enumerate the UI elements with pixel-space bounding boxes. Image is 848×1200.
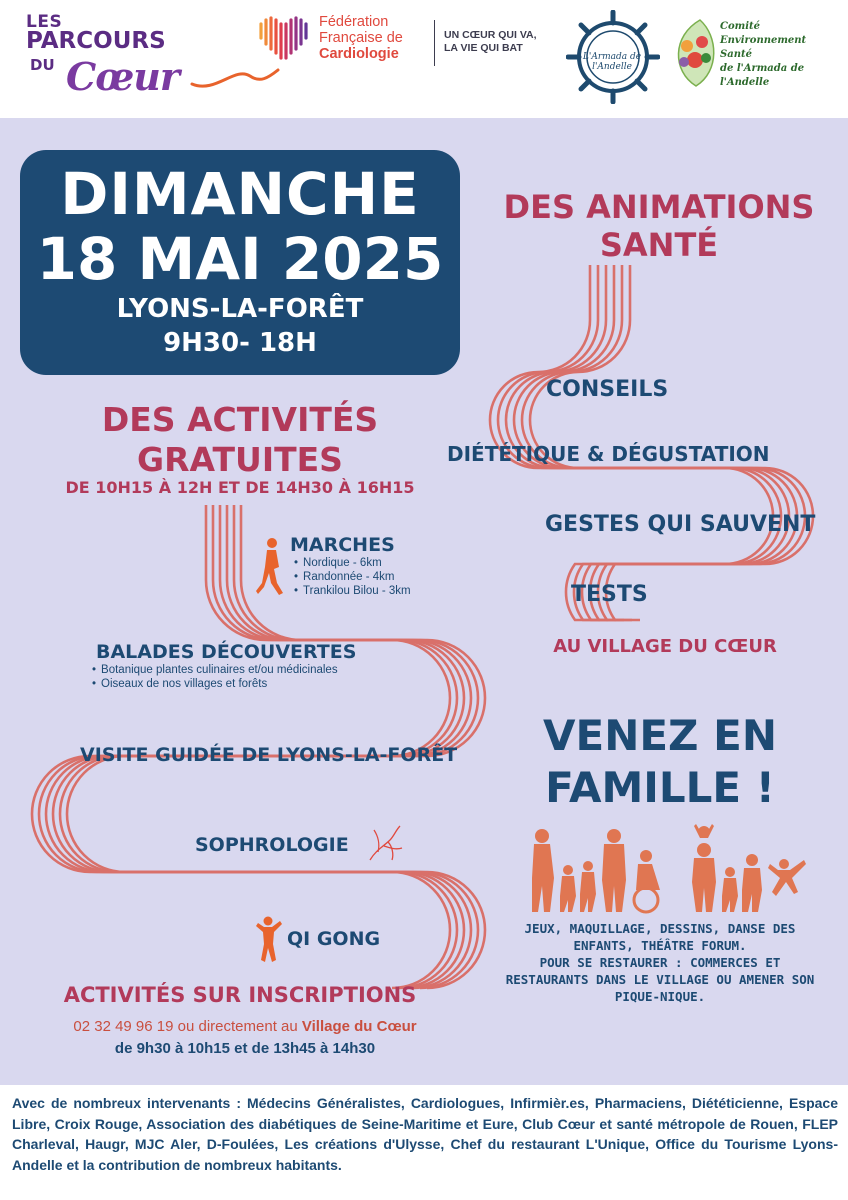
famille-activities: JEUX, MAQUILLAGE, DESSINS, DANSE DES ENFANTS, THÉÂTRE FORUM.: [524, 921, 796, 953]
tagline-line1: UN CŒUR QUI VA,: [444, 29, 537, 41]
animations-title-line1: DES ANIMATIONS: [503, 188, 815, 226]
marches-item: • Randonnée - 4km: [294, 570, 411, 584]
famille-title: [500, 710, 820, 814]
ffc-line1: Fédération: [319, 14, 389, 30]
family-silhouettes-icon: [528, 820, 808, 915]
sophrology-sketch-icon: [366, 822, 406, 864]
ffc-line3: Cardiologie: [319, 46, 399, 62]
activities-title: [40, 400, 440, 480]
marches-item: • Trankilou Bilou - 3km: [294, 584, 411, 598]
balades-item: • Oiseaux de nos villages et forêts: [92, 677, 338, 691]
ces-line3: Santé: [720, 49, 752, 60]
event-date: 18 MAI 2025: [36, 225, 444, 293]
ces-line2: Environnement: [720, 35, 807, 46]
activities-title-line1: DES ACTIVITÉS: [101, 400, 379, 439]
inscription-phone: 02 32 49 96 19: [73, 1018, 174, 1035]
lpc-logo-les: LES: [26, 12, 63, 32]
walker-icon: [256, 537, 288, 597]
event-place: LYONS-LA-FORÊT: [116, 294, 364, 324]
inscription-title: ACTIVITÉS SUR INSCRIPTIONS: [63, 983, 417, 1007]
animations-title-line2: SANTÉ: [599, 226, 719, 264]
tagline-line2: LA VIE QUI BAT: [444, 42, 523, 54]
animation-item-dietetique: DIÉTÉTIQUE & DÉGUSTATION: [447, 442, 770, 466]
marches-list: [294, 556, 411, 598]
balades-item: • Botanique plantes culinaires et/ou médicinales: [92, 663, 338, 677]
lpc-logo-du: DU: [30, 56, 55, 74]
inscription-times: de 9h30 à 10h15 et de 13h45 à 14h30: [114, 1040, 376, 1057]
famille-food: POUR SE RESTAURER : COMMERCES ET RESTAURANTS DANS LE VILLAGE OU AMENER SON PIQUE-NIQUE.: [505, 955, 815, 1004]
visite-label: VISITE GUIDÉE DE LYONS-LA-FORÊT: [80, 744, 458, 766]
famille-title-line2: FAMILLE !: [545, 763, 775, 812]
sophrologie-label: SOPHROLOGIE: [195, 834, 349, 856]
event-day: DIMANCHE: [60, 160, 420, 228]
event-hours: 9H30- 18H: [163, 328, 317, 358]
animations-location: AU VILLAGE DU CŒUR: [553, 636, 777, 657]
balades-list: [92, 663, 338, 691]
qigong-label: QI GONG: [287, 928, 381, 950]
famille-description: [505, 920, 815, 1005]
marches-label: MARCHES: [290, 534, 395, 556]
marches-item: • Nordique - 6km: [294, 556, 411, 570]
inscription-line1: [10, 1018, 480, 1035]
animation-item-gestes: GESTES QUI SAUVENT: [545, 512, 816, 537]
animation-item-conseils: CONSEILS: [546, 377, 669, 402]
armada-label: L'Armada de l'Andelle: [582, 52, 642, 72]
lpc-logo-parcours: PARCOURS: [26, 28, 166, 54]
ffc-line2: Française de: [319, 30, 403, 46]
ces-line1: Comité: [720, 21, 760, 32]
inscription-village: Village du Cœur: [301, 1018, 417, 1035]
inscription-mid: ou directement au: [173, 1018, 302, 1035]
activities-schedule: DE 10H15 À 12H ET DE 14H30 À 16H15: [65, 478, 415, 497]
footer-partners-text: Avec de nombreux intervenants : Médecins Généralistes, Cardiologues, Infirmièr.es, Pharmaciens, Diététicienne, Espace Libre, Croix Rouge, Association des diabétiques de Seine-Maritime et Eure, Club Cœur et santé métropole de Rouen, FLEP Charleval, Haugr, MJC Aler, D-Foulées, Les créations d'Ulysse, Chef du restaurant L'Unique, Office du Tourisme Lyons-Andelle et la contribution de nombreux habitants.: [12, 1095, 838, 1173]
qigong-figure-icon: [254, 916, 284, 964]
animations-title: [470, 188, 848, 264]
balades-label: BALADES DÉCOUVERTES: [96, 641, 357, 663]
activities-title-line2: GRATUITES: [137, 440, 343, 479]
ces-line4: de l'Armada de l'Andelle: [720, 63, 805, 88]
animation-item-tests: TESTS: [571, 582, 648, 607]
lpc-logo-coeur: Cœur: [66, 54, 179, 99]
famille-title-line1: VENEZ EN: [543, 711, 777, 760]
